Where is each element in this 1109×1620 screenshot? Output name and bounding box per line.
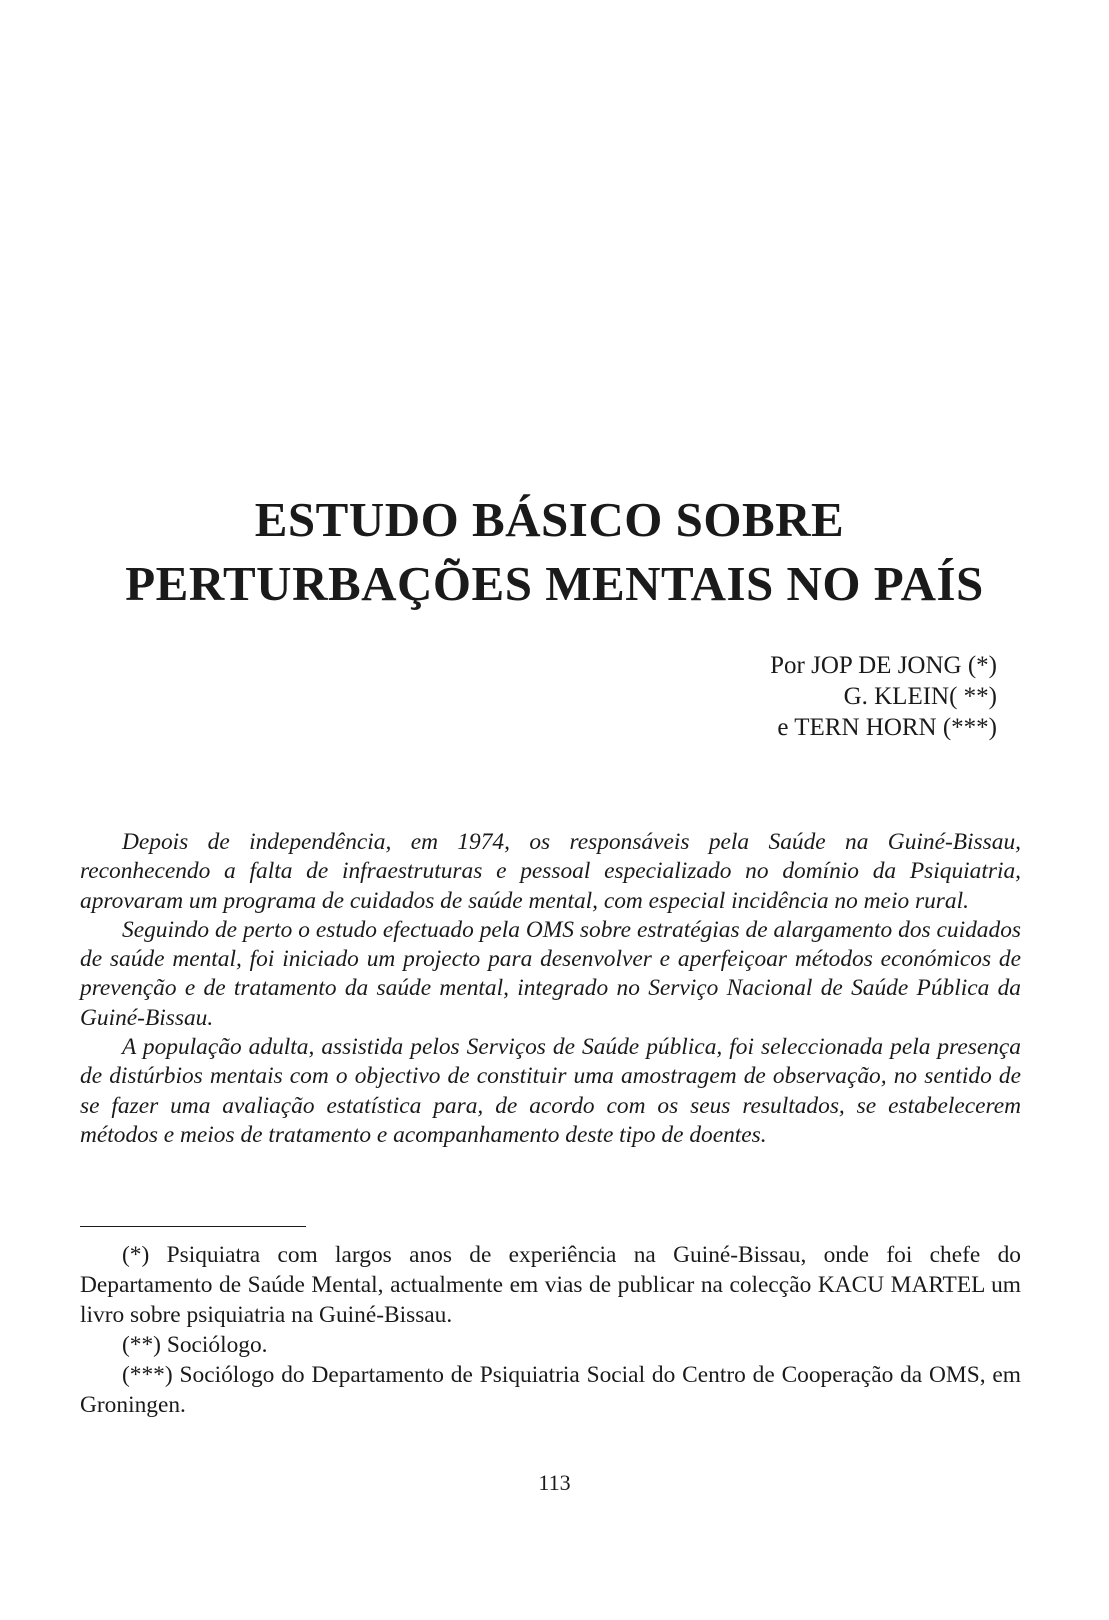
author-line: e TERN HORN (***) [777,714,997,741]
author-byline [770,650,997,743]
footnote: (*) Psiquiatra com largos anos de experiência na Guiné-Bissau, onde foi chefe do Departamento de Saúde Mental, actualmente em vias de publicar na colecção KACU MARTEL um livro sobre psiquiatria na Guiné-Bissau. [80,1242,1021,1328]
abstract [80,828,1021,1150]
abstract-paragraph: Depois de independência, em 1974, os responsáveis pela Saúde na Guiné-Bissau, reconhecendo a falta de infraestruturas e pessoal especializado no domínio da Psiquiatria, aprovaram um programa de cuidados de saúde mental, com especial incidência no meio rural. [80,829,1021,914]
title-line-1: ESTUDO BÁSICO SOBRE [254,492,845,547]
footnotes [80,1240,1021,1420]
title-line-2: PERTURBAÇÕES MENTAIS NO PAÍS [125,556,984,611]
author-line: G. KLEIN( **) [843,683,997,710]
abstract-paragraph: A população adulta, assistida pelos Serviços de Saúde pública, foi seleccionada pela presença de distúrbios mentais com o objectivo de constituir uma amostragem de observação, no sentido de se fazer uma avaliação estatística para, de acordo com os seus resultados, se estabelecerem métodos e meios de tratamento e acompanhamento deste tipo de doentes. [80,1034,1021,1148]
footnote-divider [80,1226,306,1227]
author-line: Por JOP DE JONG (*) [770,652,997,679]
footnote: (**) Sociólogo. [122,1332,268,1358]
page-number: 113 [538,1470,571,1495]
article-title [0,488,1109,616]
footnote: (***) Sociólogo do Departamento de Psiquiatria Social do Centro de Cooperação da OMS, em Groningen. [80,1362,1021,1418]
abstract-paragraph: Seguindo de perto o estudo efectuado pela OMS sobre estratégias de alargamento dos cuidados de saúde mental, foi iniciado um projecto para desenvolver e aperfeiçoar métodos económicos de prevenção e de tratamento da saúde mental, integrado no Serviço Nacional de Saúde Pública da Guiné-Bissau. [80,916,1021,1031]
